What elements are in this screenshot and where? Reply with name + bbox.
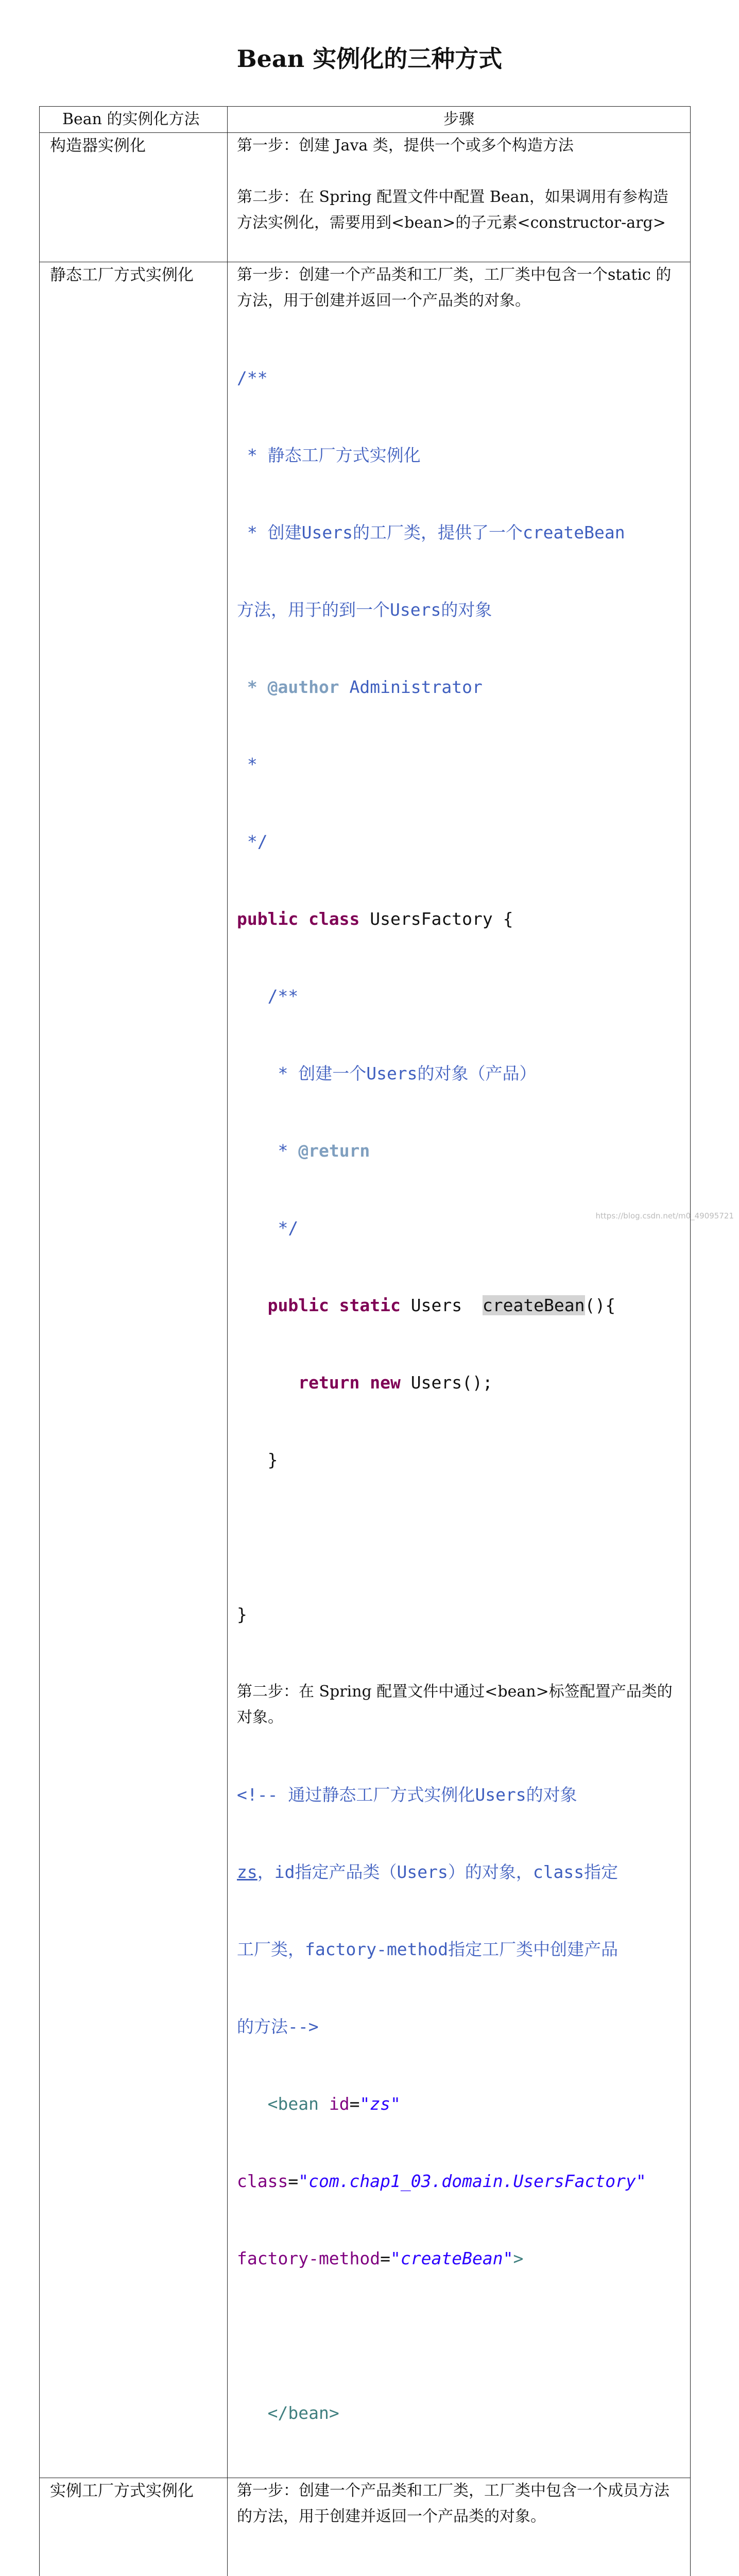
code-line-blank bbox=[237, 1524, 683, 1550]
code-line: <!-- 通过静态工厂方式实例化Users的对象 bbox=[237, 1782, 683, 1808]
code-line: 的方法--> bbox=[237, 2014, 683, 2040]
code-line bbox=[237, 2246, 683, 2272]
code-token: = bbox=[380, 2248, 390, 2268]
table-row bbox=[40, 2478, 691, 2576]
table-row bbox=[40, 262, 691, 2478]
code-line bbox=[237, 1859, 683, 1885]
code-line: * 创建Users的工厂类，提供了一个createBean bbox=[237, 520, 683, 546]
code-indent bbox=[237, 2403, 268, 2423]
code-token: * bbox=[237, 1141, 298, 1161]
code-line: */ bbox=[237, 829, 683, 855]
table-row bbox=[40, 133, 691, 262]
code-line: } bbox=[237, 1602, 683, 1628]
code-line: /** bbox=[237, 984, 683, 1009]
code-token: Users bbox=[401, 1295, 483, 1315]
code-token: = bbox=[288, 2171, 298, 2191]
method-name-constructor: 构造器实例化 bbox=[40, 133, 228, 262]
steps-instance-factory bbox=[228, 2478, 691, 2576]
step-one-text: 第一步：创建一个产品类和工厂类，工厂类中包含一个成员方法的方法，用于创建并返回一个产品类的对象。 bbox=[237, 2478, 683, 2530]
keyword: return new bbox=[298, 1372, 401, 1393]
code-token: ，id指定产品类（Users）的对象，class指定 bbox=[257, 1862, 618, 1882]
code-line bbox=[237, 2168, 683, 2194]
method-name-static-factory: 静态工厂方式实例化 bbox=[40, 262, 228, 2478]
xml-attr: class bbox=[237, 2171, 288, 2191]
step-one-text: 第一步：创建一个产品类和工厂类，工厂类中包含一个static 的方法，用于创建并返回一个产品类的对象。 bbox=[237, 262, 683, 314]
code-line bbox=[237, 2400, 683, 2426]
step-two-text: 第二步：在 Spring 配置文件中通过<bean>标签配置产品类的对象。 bbox=[237, 1679, 683, 1731]
code-token: zs bbox=[237, 1862, 257, 1882]
instantiation-methods-table bbox=[39, 106, 691, 2576]
steps-constructor bbox=[228, 133, 691, 262]
header-steps: 步骤 bbox=[228, 107, 691, 133]
document-title: Bean 实例化的三种方式 bbox=[0, 40, 739, 74]
code-token: Users(); bbox=[401, 1372, 493, 1393]
xml-attr: factory-method bbox=[237, 2248, 380, 2268]
code-line: */ bbox=[237, 1215, 683, 1241]
code-line: } bbox=[237, 1447, 683, 1473]
java-code-block bbox=[237, 2530, 683, 2576]
code-indent bbox=[237, 2094, 268, 2114]
code-token: Administrator bbox=[339, 677, 483, 697]
code-line-blank bbox=[237, 2323, 683, 2349]
xml-tag: </bean> bbox=[268, 2403, 339, 2423]
code-line: * 静态工厂方式实例化 bbox=[237, 443, 683, 468]
code-line bbox=[237, 906, 683, 932]
table-header-row bbox=[40, 107, 691, 133]
javadoc-tag: * @author bbox=[237, 677, 339, 697]
xml-attr: id bbox=[319, 2094, 350, 2114]
xml-value: "com.chap1_03.domain.UsersFactory" bbox=[298, 2171, 646, 2191]
steps-static-factory bbox=[228, 262, 691, 2478]
keyword: public static bbox=[268, 1295, 401, 1315]
code-line bbox=[237, 1138, 683, 1164]
step-one-text: 第一步：创建 Java 类，提供一个或多个构造方法 bbox=[237, 133, 683, 159]
method-name-instance-factory: 实例工厂方式实例化 bbox=[40, 2478, 228, 2576]
xml-value: "zs" bbox=[359, 2094, 400, 2114]
code-line: * 创建一个Users的对象（产品） bbox=[237, 1061, 683, 1087]
xml-value: "createBean" bbox=[390, 2248, 513, 2268]
xml-code-block bbox=[237, 1731, 683, 2478]
header-method: Bean 的实例化方法 bbox=[40, 107, 228, 133]
xml-tag: > bbox=[513, 2248, 523, 2268]
code-line: * bbox=[237, 752, 683, 777]
code-indent bbox=[237, 1295, 268, 1315]
code-line: 工厂类，factory-method指定工厂类中创建产品 bbox=[237, 1937, 683, 1962]
step-two-text: 第二步：在 Spring 配置文件中配置 Bean，如果调用有参构造方法实例化，需要用到<bean>的子元素<constructor-arg> bbox=[237, 184, 683, 236]
code-line bbox=[237, 1370, 683, 1396]
code-line bbox=[237, 674, 683, 700]
code-token: UsersFactory { bbox=[359, 909, 513, 929]
code-line bbox=[237, 2091, 683, 2117]
keyword: public class bbox=[237, 909, 359, 929]
javadoc-tag: @return bbox=[298, 1141, 370, 1161]
code-line bbox=[237, 1293, 683, 1318]
code-line: /** bbox=[237, 365, 683, 391]
code-token: (){ bbox=[585, 1295, 616, 1315]
code-line: 方法，用于的到一个Users的对象 bbox=[237, 597, 683, 623]
watermark: https://blog.csdn.net/m0_49095721 bbox=[596, 1211, 734, 1221]
java-code-block bbox=[237, 314, 683, 1679]
highlighted-method-name: createBean bbox=[483, 1295, 585, 1315]
xml-tag: <bean bbox=[268, 2094, 319, 2114]
code-token: = bbox=[350, 2094, 360, 2114]
code-indent bbox=[237, 1372, 298, 1393]
